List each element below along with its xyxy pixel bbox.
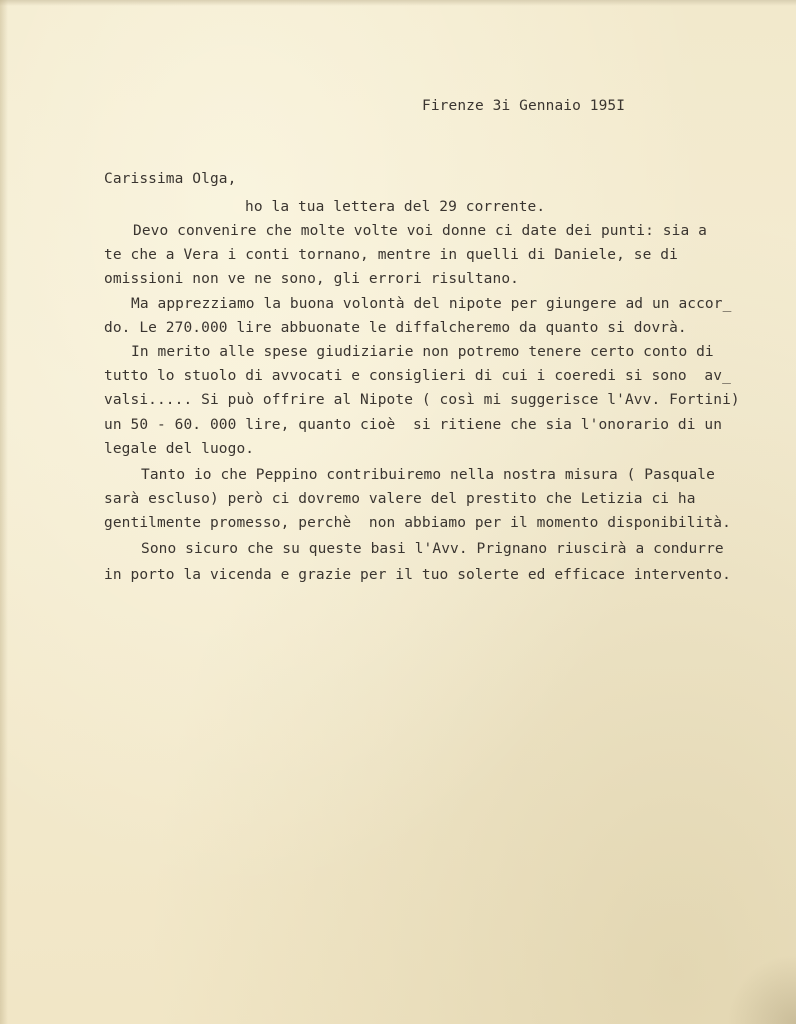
body-line: legale del luogo. xyxy=(104,441,255,457)
body-line: Devo convenire che molte volte voi donne ci date dei punti: sia a xyxy=(133,223,707,239)
paper-left-edge xyxy=(0,0,8,1024)
body-line: un 50 - 60. 000 lire, quanto cioè si ritiene che sia l'onorario di un xyxy=(104,417,723,433)
salutation: Carissima Olga, xyxy=(104,171,237,187)
place-date: Firenze 3i Gennaio 195I xyxy=(422,98,626,114)
body-line: omissioni non ve ne sono, gli errori risultano. xyxy=(104,271,519,287)
body-line: in porto la vicenda e grazie per il tuo solerte ed efficace intervento. xyxy=(104,567,731,583)
body-line: In merito alle spese giudiziarie non potremo tenere certo conto di xyxy=(131,344,714,360)
body-line: tutto lo stuolo di avvocati e consiglieri di cui i coeredi si sono av_ xyxy=(104,368,731,384)
body-line: valsi..... Si può offrire al Nipote ( così mi suggerisce l'Avv. Fortini) xyxy=(104,392,740,408)
paper-top-edge xyxy=(0,0,796,6)
body-line: te che a Vera i conti tornano, mentre in quelli di Daniele, se di xyxy=(104,247,678,263)
body-line: sarà escluso) però ci dovremo valere del prestito che Letizia ci ha xyxy=(104,491,696,507)
body-line: Ma apprezziamo la buona volontà del nipote per giungere ad un accor_ xyxy=(131,296,732,312)
body-line: ho la tua lettera del 29 corrente. xyxy=(245,199,546,215)
body-line: do. Le 270.000 lire abbuonate le diffalcheremo da quanto si dovrà. xyxy=(104,320,687,336)
body-line: Tanto io che Peppino contribuiremo nella nostra misura ( Pasquale xyxy=(141,467,715,483)
paper-corner-wear xyxy=(726,954,796,1024)
body-line: gentilmente promesso, perchè non abbiamo per il momento disponibilità. xyxy=(104,515,731,531)
body-line: Sono sicuro che su queste basi l'Avv. Prignano riuscirà a condurre xyxy=(141,541,724,557)
